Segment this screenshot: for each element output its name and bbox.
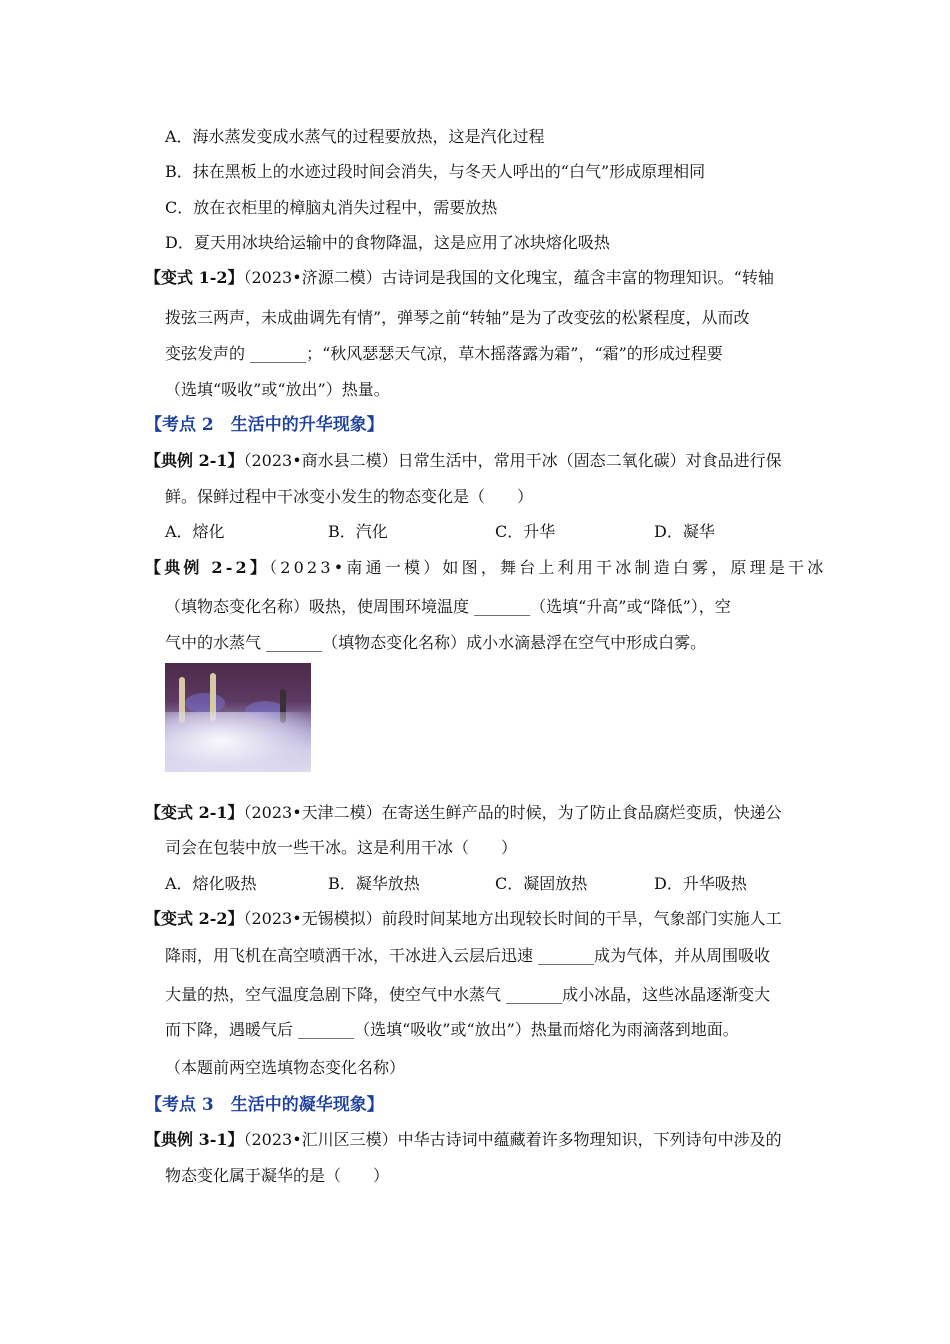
section-heading-3: 【考点 3 生活中的凝华现象】 xyxy=(145,1095,384,1115)
example-2-2-line2: （填物态变化名称）吸热，使周围环境温度 _______（选填“升高”或“降低”），空 xyxy=(165,597,731,616)
option-b: B．抹在黑板上的水迹过段时间会消失，与冬天人呼出的“白气”形成原理相同 xyxy=(165,162,706,181)
example-3-1-line2: 物态变化属于凝华的是（ ） xyxy=(165,1166,390,1185)
variant-2-2-line3: 大量的热，空气温度急剧下降，使空气中水蒸气 _______成小冰晶，这些冰晶逐渐变大 xyxy=(165,985,771,1004)
variant-1-2-line2: 拨弦三两声，未成曲调先有情”，弹琴之前“转轴”是为了改变弦的松紧程度，从而改 xyxy=(165,308,750,327)
variant-2-2-line1: 【变式 2-2】（2023•无锡模拟）前段时间某地方出现较长时间的干旱，气象部门实施人工 xyxy=(145,909,782,928)
example-2-1-line1: 【典例 2-1】（2023•商水县二模）日常生活中，常用干冰（固态二氧化碳）对食品进行保 xyxy=(145,451,782,470)
variant-2-1-line1: 【变式 2-1】（2023•天津二模）在寄送生鲜产品的时候，为了防止食品腐烂变质，快递公 xyxy=(145,803,782,822)
option-d: D．夏天用冰块给运输中的食物降温，这是应用了冰块熔化吸热 xyxy=(165,233,610,252)
example-2-1-option-d: D．凝华 xyxy=(654,522,715,541)
example-2-1-label: 【典例 2-1】 xyxy=(145,451,244,470)
variant-2-2-line5: （本题前两空选填物态变化名称） xyxy=(165,1058,406,1077)
variant-2-1-option-c: C．凝固放热 xyxy=(495,874,588,893)
section-heading-2: 【考点 2 生活中的升华现象】 xyxy=(145,415,384,435)
variant-2-2-label: 【变式 2-2】 xyxy=(145,909,244,928)
example-2-1-option-b: B．汽化 xyxy=(328,522,388,541)
variant-2-1-option-d: D．升华吸热 xyxy=(654,874,747,893)
variant-1-2-label: 【变式 1-2】 xyxy=(145,268,244,287)
variant-1-2-line3: 变弦发声的 _______；“秋风瑟瑟天气凉，草木摇落露为霜”，“霜”的形成过程要 xyxy=(165,344,723,363)
example-2-2-line1: 【典例 2-2】（2023•南通一模）如图，舞台上利用干冰制造白雾，原理是干冰 xyxy=(145,558,827,577)
option-a: A．海水蒸发变成水蒸气的过程要放热，这是汽化过程 xyxy=(165,127,545,146)
variant-2-1-option-b: B．凝华放热 xyxy=(328,874,420,893)
option-c: C．放在衣柜里的樟脑丸消失过程中，需要放热 xyxy=(165,198,498,217)
example-2-2-line3: 气中的水蒸气 _______（填物态变化名称）成小水滴悬浮在空气中形成白雾。 xyxy=(165,633,707,652)
stage-fog-photo xyxy=(165,663,311,772)
example-2-1-line2: 鲜。保鲜过程中干冰变小发生的物态变化是（ ） xyxy=(165,487,534,506)
example-3-1-label: 【典例 3-1】 xyxy=(145,1130,244,1149)
example-3-1-line1: 【典例 3-1】（2023•汇川区三模）中华古诗词中蕴藏着许多物理知识，下列诗句中涉及的 xyxy=(145,1130,782,1149)
variant-2-2-line2: 降雨，用飞机在高空喷洒干冰，干冰进入云层后迅速 _______成为气体，并从周围吸收 xyxy=(165,946,771,965)
variant-2-1-line2: 司会在包装中放一些干冰。这是利用干冰（ ） xyxy=(165,838,518,857)
variant-1-2-line1: 【变式 1-2】（2023•济源二模）古诗词是我国的文化瑰宝，蕴含丰富的物理知识。“转轴 xyxy=(145,268,774,287)
variant-1-2-line4: （选填“吸收”或“放出”）热量。 xyxy=(165,380,390,399)
variant-2-2-line4: 而下降，遇暖气后 _______（选填“吸收”或“放出”）热量而熔化为雨滴落到地面。 xyxy=(165,1020,739,1039)
example-2-1-option-c: C．升华 xyxy=(495,522,556,541)
variant-2-1-label: 【变式 2-1】 xyxy=(145,803,244,822)
example-2-2-label: 【典例 2-2】 xyxy=(145,558,270,577)
variant-2-1-option-a: A．熔化吸热 xyxy=(165,874,257,893)
example-2-1-option-a: A．熔化 xyxy=(165,522,225,541)
